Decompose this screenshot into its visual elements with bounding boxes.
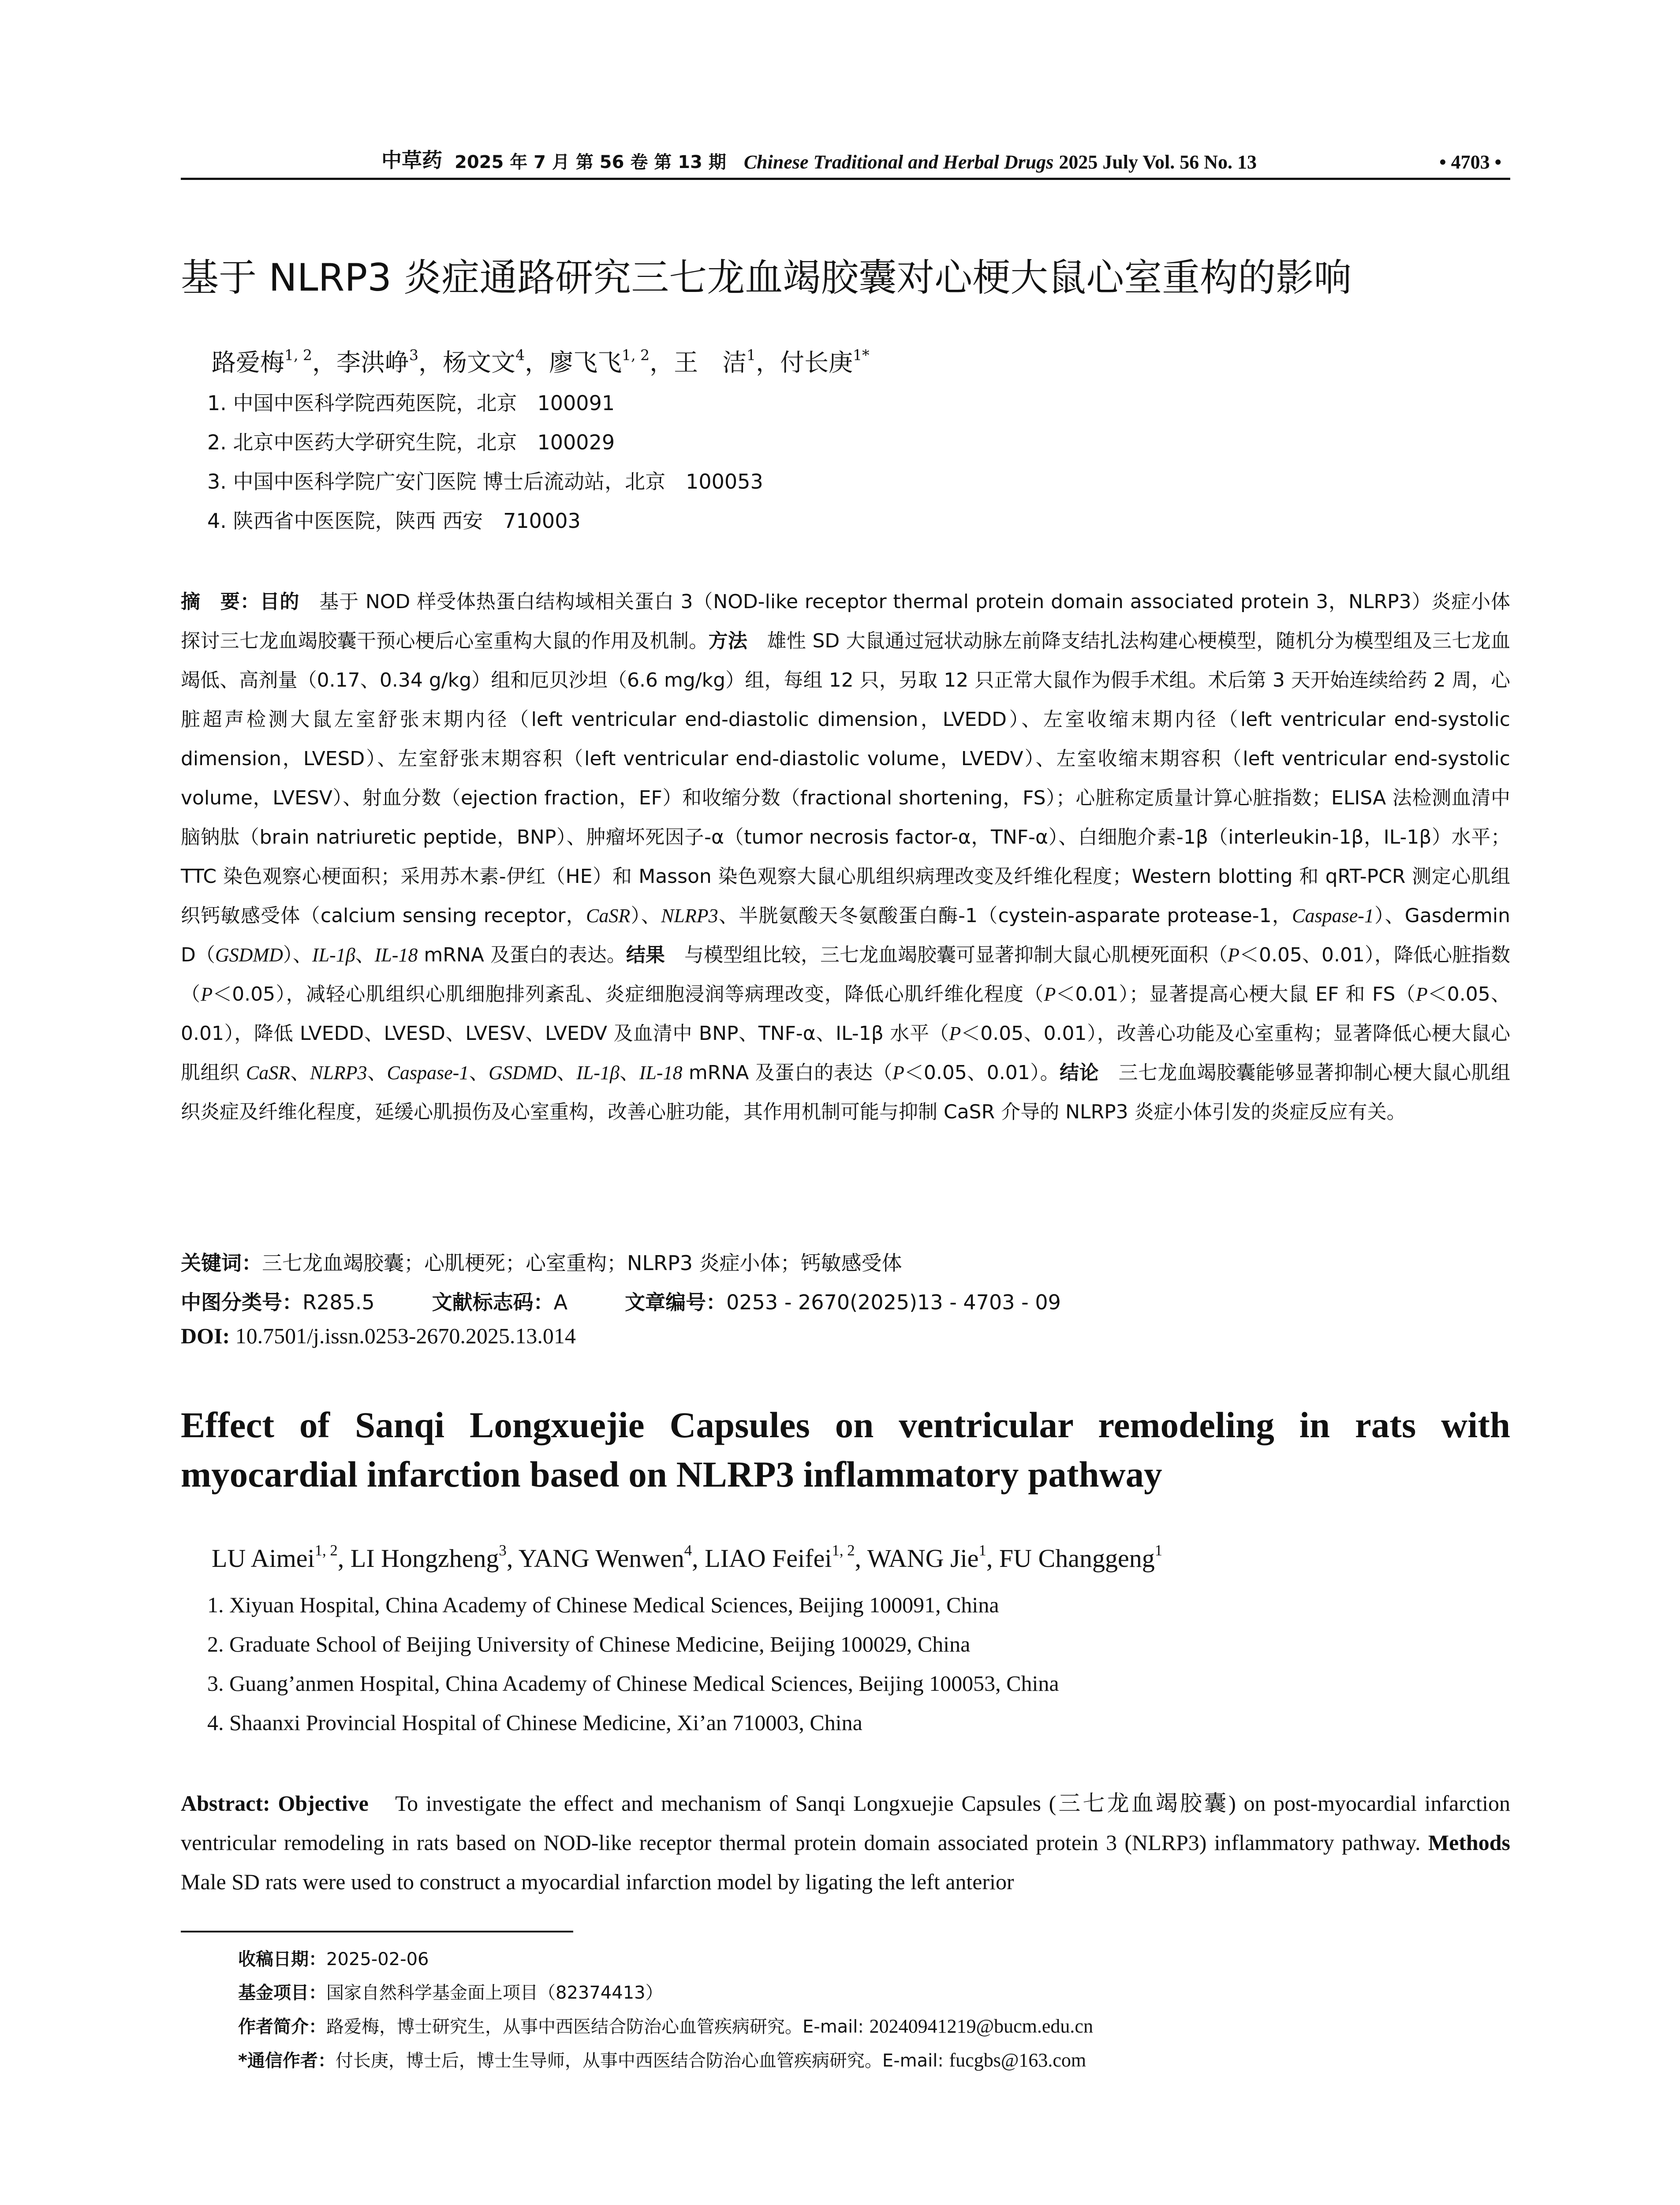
clc-number: R285.5: [302, 1290, 375, 1314]
affiliation: 1. Xiyuan Hospital, China Academy of Chinese Medical Sciences, Beijing 100091, China: [207, 1592, 999, 1617]
footnote-divider: [181, 1931, 573, 1932]
gene-name: IL-1β: [576, 1062, 620, 1084]
methods-label: 方法: [708, 630, 748, 652]
gene-name: Caspase-1: [387, 1062, 469, 1084]
author-affiliation-mark: 1, 2: [622, 346, 650, 364]
title-en: Effect of Sanqi Longxuejie Capsules on ventricular remodeling in rats with myocardial infarction based on NLRP3 inflammatory pathway: [181, 1405, 1510, 1495]
doi-label: DOI:: [181, 1323, 230, 1348]
affiliation-list-cn: [207, 384, 763, 541]
results-text: ＜0.01）；显著提高心梗大鼠 EF 和 FS（: [1056, 983, 1416, 1005]
methods-text: 、半胱氨酸天冬氨酸蛋白酶-1（cystein-asparate protease-1，: [718, 904, 1292, 927]
p-value-symbol: P: [949, 1023, 961, 1044]
doc-code: A: [553, 1290, 568, 1314]
methods-label: Methods: [1428, 1830, 1510, 1855]
objective-label: 目的: [260, 590, 300, 613]
author-bio: 路爱梅，博士研究生，从事中西医结合防治心血管疾病研究。E-mail:: [326, 2017, 870, 2037]
author-name: 李洪峥: [336, 348, 410, 377]
doi: 10.7501/j.issn.0253-2670.2025.13.014: [235, 1323, 576, 1348]
footnote-fund: [238, 1976, 1093, 2010]
doi-line: [181, 1323, 576, 1349]
journal-name-cn: 中草药: [381, 148, 442, 172]
conclusion-label: 结论: [1060, 1061, 1099, 1084]
author-list-en: LU Aimei$^{1, 2}$, LI Hongzheng$^3$, YANG Wenwen$^4$, LIAO Feifei$^{1, 2}$, WANG Jie$^1$, FU Changgeng$^1$: [212, 1541, 1163, 1573]
author-name: FU Changgeng: [999, 1544, 1155, 1573]
doc-code-label: 文献标志码：: [432, 1290, 554, 1314]
footnotes: [238, 1943, 1093, 2078]
author-name: 付长庚: [780, 348, 853, 377]
author-affiliation-mark: 3: [499, 1541, 507, 1559]
results-text: 、: [619, 1061, 639, 1084]
footnote-received: [238, 1943, 1093, 1976]
author-affiliation-mark: 1, 2: [284, 346, 312, 364]
gene-name: CaSR: [586, 905, 631, 927]
author-affiliation-mark: 4: [515, 346, 525, 364]
p-value-symbol: P: [1228, 944, 1240, 966]
affiliation-list-en: [207, 1585, 1059, 1742]
methods-text: Male SD rats were used to construct a myocardial infarction model by ligating the left anterior: [181, 1869, 1014, 1894]
affiliation: 4. Shaanxi Provincial Hospital of Chinese Medicine, Xi’an 710003, China: [207, 1710, 862, 1735]
running-header: [181, 140, 1510, 180]
author-affiliation-mark: 1, 2: [314, 1541, 338, 1559]
author-affiliation-mark: 1: [1154, 1541, 1163, 1559]
methods-text: ）、Gasdermin D（: [181, 904, 1510, 966]
article-number: 0253 - 2670(2025)13 - 4703 - 09: [726, 1290, 1061, 1314]
journal-name-en: Chinese Traditional and Herbal Drugs: [743, 151, 1054, 173]
abstract-en: [181, 1784, 1510, 1902]
fund-label: 基金项目：: [238, 1983, 326, 2003]
article-number-label: 文章编号：: [625, 1290, 727, 1314]
corresponding-email: fucgbs@163.com: [949, 2049, 1086, 2071]
results-text: ＜0.05、0.01），改善心功能及心室重构；显著降低心梗大鼠心肌组织: [181, 1022, 1510, 1084]
affiliation: 3. 中国中医科学院广安门医院 博士后流动站，北京 100053: [207, 470, 763, 493]
author-affiliation-mark: 1*: [853, 346, 870, 364]
p-value-symbol: P: [1415, 983, 1428, 1005]
abstract-objective-label: Abstract: Objective: [181, 1791, 369, 1816]
author-bio-label: 作者简介：: [238, 2017, 326, 2037]
author-name: YANG Wenwen: [518, 1544, 684, 1573]
objective-text: To investigate the effect and mechanism of Sanqi Longxuejie Capsules (三七龙血竭胶囊) on post-myocardial infarction ventricular remodeling in rats based on NOD-like receptor thermal protein domain associated protein 3 (NLRP3) inflammatory pathway.: [181, 1791, 1510, 1855]
author-name: 王 洁: [674, 348, 747, 377]
corresponding-bio: 付长庚，博士后，博士生导师，从事中西医结合防治心血管疾病研究。E-mail:: [335, 2051, 949, 2071]
affiliation: 1. 中国中医科学院西苑医院，北京 100091: [207, 391, 615, 415]
methods-text: 、: [355, 944, 375, 966]
author-list-cn: 路爱梅$^{1, 2}$，李洪峥$^3$，杨文文$^4$，廖飞飞$^{1, 2}$，王 洁$^1$，付长庚$^{1*}$: [212, 346, 870, 377]
author-name: 廖飞飞: [549, 348, 622, 377]
results-text: ＜0.05、0.01），降低 LVEDD、LVESD、LVESV、LVEDV 及血清中 BNP、TNF-α、IL-1β 水平（: [181, 983, 1511, 1045]
methods-text: mRNA 及蛋白的表达。: [418, 944, 626, 966]
received-date: 2025-02-06: [326, 1949, 429, 1970]
abstract-label: 摘 要：: [181, 590, 260, 613]
corresponding-label: *通信作者：: [238, 2051, 336, 2071]
results-text: ＜0.05、0.01）。: [904, 1061, 1060, 1084]
results-label: 结果: [626, 944, 665, 966]
methods-text: ）、: [283, 944, 312, 966]
methods-text: 雄性 SD 大鼠通过冠状动脉左前降支结扎法构建心梗模型，随机分为模型组及三七龙血竭低、高剂量（0.17、0.34 g/kg）组和厄贝沙坦（6.6 mg/kg）组，每组 12 只，另取 12 只正常大鼠作为假手术组。术后第 3 天开始连续给药 2 周，心脏超声检测大鼠左室舒张末期内径（left ventricular end-diastolic dimension，LVEDD）、左室收缩末期内径（left ventricular end-systolic dimension，LVESD）、左室舒张末期容积（left ventricular end-diastolic volume，LVEDV）、左室收缩末期容积（left ventricular end-systolic volume，LVESV）、射血分数（ejection fraction，EF）和收缩分数（fractional shortening，FS）；心脏称定质量计算心脏指数；ELISA 法检测血清中脑钠肽（brain natriuretic peptide，BNP）、肿瘤坏死因子-α（tumor necrosis factor-α，TNF-α）、白细胞介素-1β（interleukin-1β，IL-1β）水平；TTC 染色观察心梗面积；采用苏木素-伊红（HE）和 Masson 染色观察大鼠心肌组织病理改变及纤维化程度；Western blotting 和 qRT-PCR 测定心肌组织钙敏感受体（calcium sensing receptor，: [181, 630, 1511, 927]
author-name: 路爱梅: [212, 348, 285, 377]
results-text: mRNA 及蛋白的表达（: [682, 1061, 892, 1084]
author-name: WANG Jie: [867, 1544, 979, 1573]
gene-name: NLRP3: [310, 1062, 367, 1084]
affiliation: 2. 北京中医药大学研究生院，北京 100029: [207, 430, 615, 454]
author-affiliation-mark: 3: [409, 346, 419, 364]
affiliation: 4. 陕西省中医医院，陕西 西安 710003: [207, 509, 581, 533]
page-number: • 4703 •: [1439, 151, 1501, 173]
clc-label: 中图分类号：: [181, 1290, 302, 1314]
issue-cn: 2025 年 7 月 第 56 卷 第 13 期: [455, 152, 726, 172]
results-text: ＜0.05），减轻心肌组织心肌细胞排列紊乱、炎症细胞浸润等病理改变，降低心肌纤维化程度（: [213, 983, 1044, 1005]
author-name: 杨文文: [443, 348, 516, 377]
results-text: 与模型组比较，三七龙血竭胶囊可显著抑制大鼠心肌梗死面积（: [684, 944, 1228, 966]
author-affiliation-mark: 1: [747, 346, 756, 364]
gene-name: IL-18: [639, 1062, 683, 1084]
gene-name: NLRP3: [661, 905, 718, 927]
gene-name: Caspase-1: [1292, 905, 1374, 927]
keywords-label: 关键词：: [181, 1251, 262, 1275]
affiliation: 3. Guang’anmen Hospital, China Academy of Chinese Medical Sciences, Beijing 100053, China: [207, 1671, 1059, 1696]
title-cn: 基于 NLRP3 炎症通路研究三七龙血竭胶囊对心梗大鼠心室重构的影响: [181, 256, 1352, 300]
author-affiliation-mark: 1: [978, 1541, 986, 1559]
classification-line: [181, 1283, 1061, 1322]
footnote-author: [238, 2010, 1093, 2044]
gene-name: GSDMD: [215, 944, 283, 966]
keywords-line: [181, 1244, 902, 1283]
results-text: ＜0.05、0.01），降低心脏指数（: [181, 944, 1511, 1005]
author-name: LI Hongzheng: [350, 1544, 499, 1573]
author-name: LIAO Feifei: [705, 1544, 832, 1573]
p-value-symbol: P: [1044, 983, 1056, 1005]
methods-text: ）、: [630, 904, 661, 927]
p-value-symbol: P: [892, 1062, 904, 1084]
author-email: 20240941219@bucm.edu.cn: [869, 2015, 1093, 2037]
abstract-cn: 摘 要：目的 基于 NOD 样受体热蛋白结构域相关蛋白 3（NOD-like receptor thermal protein domain associated protein 3，NLRP3）炎症小体探讨三七龙血竭胶囊干预心梗后心室重构大鼠的作用及机制。方法 雄性 SD 大鼠通过冠状动脉左前降支结扎法构建心梗模型，随机分为模型组及三七龙血竭低、高剂量（0.17、0.34 g/kg）组和厄贝沙坦（6.6 mg/kg）组，每组 12 只，另取 12 只正常大鼠作为假手术组。术后第 3 天开始连续给药 2 周，心脏超声检测大鼠左室舒张末期内径（left ventricular end-diastolic dimension，LVEDD）、左室收缩末期内径（left ventricular end-systolic dimension，LVESD）、左室舒张末期容积（left ventricular end-diastolic volume，LVEDV）、左室收缩末期容积（left ventricular end-systolic volume，LVESV）、射血分数（ejection fraction，EF）和收缩分数（fractional shortening，FS）；心脏称定质量计算心脏指数；ELISA 法检测血清中脑钠肽（brain natriuretic peptide，BNP）、肿瘤坏死因子-α（tumor necrosis factor-α，TNF-α）、白细胞介素-1β（interleukin-1β，IL-1β）水平；TTC 染色观察心梗面积；采用苏木素-伊红（HE）和 Masson 染色观察大鼠心肌组织病理改变及纤维化程度；Western blotting 和 qRT-PCR 测定心肌组织钙敏感受体（calcium sensing receptor，CaSR）、NLRP3、半胱氨酸天冬氨酸蛋白酶-1（cystein-asparate protease-1，Caspase-1）、Gasdermin D（GSDMD）、IL-1β、IL-18 mRNA 及蛋白的表达。结果 与模型组比较，三七龙血竭胶囊可显著抑制大鼠心肌梗死面积（P＜0.05、0.01），降低心脏指数（P＜0.05），减轻心肌组织心肌细胞排列紊乱、炎症细胞浸润等病理改变，降低心肌纤维化程度（P＜0.01）；显著提高心梗大鼠 EF 和 FS（P＜0.05、0.01），降低 LVEDD、LVESD、LVESV、LVEDV 及血清中 BNP、TNF-α、IL-1β 水平（P＜0.05、0.01），改善心功能及心室重构；显著降低心梗大鼠心肌组织 CaSR、NLRP3、Caspase-1、GSDMD、IL-1β、IL-18 mRNA 及蛋白的表达（P＜0.05、0.01）。结论 三七龙血竭胶囊能够显著抑制心梗大鼠心肌组织炎症及纤维化程度，延缓心肌损伤及心室重构，改善心脏功能，其作用机制可能与抑制 CaSR 介导的 NLRP3 炎症小体引发的炎症反应有关。: [181, 590, 1511, 1123]
footnote-corresponding: [238, 2044, 1093, 2078]
conclusion-text: 三七龙血竭胶囊能够显著抑制心梗大鼠心肌组织炎症及纤维化程度，延缓心肌损伤及心室重构，改善心脏功能，其作用机制可能与抑制 CaSR 介导的 NLRP3 炎症小体引发的炎症反应有关。: [181, 1061, 1511, 1123]
author-affiliation-mark: 1, 2: [832, 1541, 855, 1559]
fund-text: 国家自然科学基金面上项目（82374413）: [326, 1983, 663, 2003]
author-name: LU Aimei: [212, 1544, 315, 1573]
issue-en: 2025 July Vol. 56 No. 13: [1059, 151, 1257, 173]
p-value-symbol: P: [201, 983, 213, 1005]
gene-name: IL-18: [374, 944, 418, 966]
received-label: 收稿日期：: [238, 1949, 326, 1970]
objective-text: 基于 NOD 样受体热蛋白结构域相关蛋白 3（NOD-like receptor thermal protein domain associated protein 3，NLRP3）炎症小体探讨三七龙血竭胶囊干预心梗后心室重构大鼠的作用及机制。: [181, 590, 1511, 652]
keywords: 三七龙血竭胶囊；心肌梗死；心室重构；NLRP3 炎症小体；钙敏感受体: [262, 1251, 902, 1275]
affiliation: 2. Graduate School of Beijing University of Chinese Medicine, Beijing 100029, China: [207, 1632, 971, 1656]
gene-name: CaSR: [246, 1062, 291, 1084]
gene-name: GSDMD: [489, 1062, 557, 1084]
author-affiliation-mark: 4: [684, 1541, 692, 1559]
gene-name: IL-1β: [312, 944, 355, 966]
